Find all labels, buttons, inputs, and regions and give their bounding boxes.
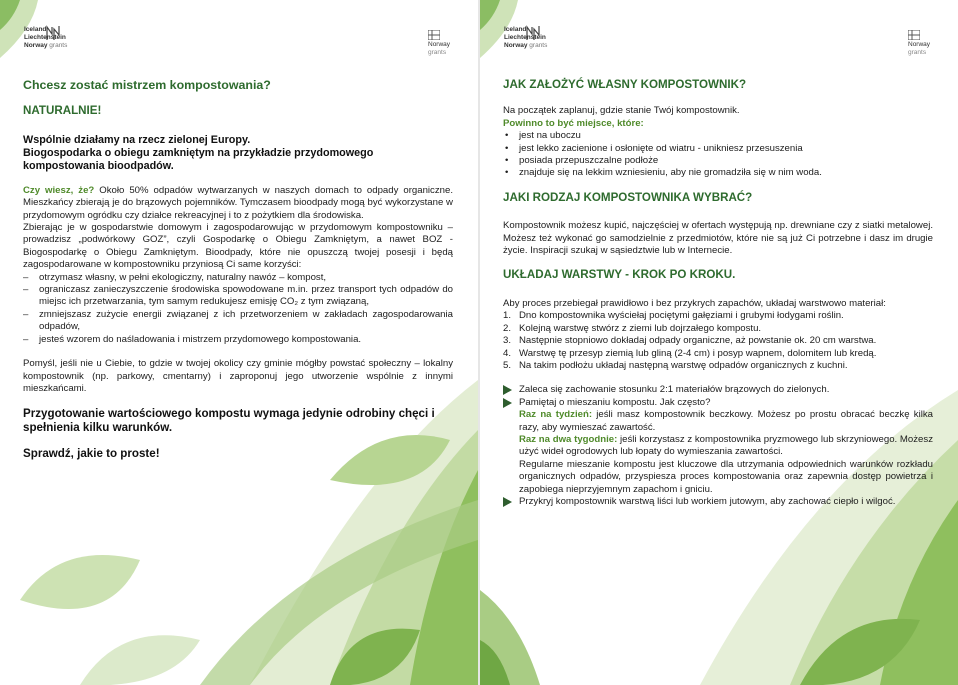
logo-grants-word: grants [529,42,548,49]
norway-logo-name: Norway [908,41,931,48]
logo-grants-word: grants [49,42,68,49]
list-item: – otrzymasz własny, w pełni ekologiczny, naturalny nawóz – kompost, [23,272,453,284]
logo-line-liechtenstein: Liechtenstein [24,34,66,41]
intro-line-1: Wspólnie działamy na rzecz zielonej Europy. [23,133,251,146]
left-page [0,0,478,685]
mixing-frequency-details [519,409,933,496]
mix-note-text: Regularne mieszanie kompostu jest kluczowe dla utrzymania odpowiednich warunków rozkładu organicznych odpadów, przyspiesza proces kompostowania oraz zapewnia dostęp powietrza i zapobiega nieprzyjemnym zapachom i gniciu. [519,458,933,495]
norway-flag-mark-icon [908,30,920,40]
norway-grants-logo-right [908,30,930,57]
norway-logo-grants-word: grants [908,49,927,56]
list-item: 2. Kolejną warstwę stwórz z ziemi lub dojrzałego kompostu. [503,322,762,334]
intro-line-2: Biogospodarka o obiegu zamkniętym na przykładzie przydomowego kompostowania bioodpadów. [23,146,374,172]
list-item: • posiada przepuszczalne podłoże [503,155,933,167]
list-item: • znajduje się na lekkim wzniesieniu, aby nie gromadziła się w nim woda. [503,167,933,179]
list-item: Pamiętaj o mieszaniu kompostu. Jak często? Raz na tydzień: jeśli masz kompostownik beczkowy. Możesz po prostu obracać beczkę kilka razy, aby wymieszać zawartość. Raz na dwa tygodnie: jeśli korzystasz z kompostownika pryzmowego lub skrzyniowego. Możesz użyć wideł ogrodowych lub łopaty do wymieszania zawartości. Regularne mieszanie kompostu jest kluczowe dla utrzymania odpowiednich warunków rozkładu organicznych odpadów, przyspiesza proces kompostowania oraz zapewnia dostęp powietrza i zapobiega nieprzyjemnym zapachom i gniciu. [503,397,933,496]
norway-logo-name: Norway [428,41,451,48]
list-item: 4. Warstwę tę przesyp ziemią lub gliną (2-4 cm) i posyp wapnem, dolomitem lub kredą. [503,347,877,359]
list-item: – jesteś wzorem do naśladowania i mistrzem przydomowego kompostowania. [23,334,453,346]
section-heading-setup: JAK ZAŁOŻYĆ WŁASNY KOMPOSTOWNIK? [503,78,747,91]
layers-intro-paragraph: Aby proces przebiegał prawidłowo i bez przykrych zapachów, układaj warstwowo materiał: [503,297,886,309]
list-item: Przykryj kompostownik warstwą liści lub workiem jutowym, aby zachować ciepło i wilgoć. [503,496,933,508]
tips-list [503,384,933,508]
norway-grants-logo [428,30,450,57]
mix-biweekly-text: Raz na dwa tygodnie: jeśli korzystasz z kompostownika pryzmowego lub skrzyniowego. Możesz użyć wideł ogrodowych lub łopaty do wymieszania zawartości. [519,433,933,458]
community-composter-paragraph: Pomyśl, jeśli nie u Ciebie, to gdzie w twojej okolicy czy gminie mógłby powstać społeczny – lokalny kompostownik (np. parkowy, cmentarny) i zaproponuj jego utworzenie wspólnie z innymi mieszkańcami. [23,358,453,394]
benefits-list [23,272,453,346]
left-content [23,79,453,473]
triangle-bullet-icon [503,398,512,408]
grants-logo-mark-icon [526,25,540,41]
place-requirements-label: Powinno to być miejsce, które: [503,117,644,129]
mix-weekly-text: Raz na tydzień: jeśli masz kompostownik beczkowy. Możesz po prostu obracać beczkę kilka razy, aby wymieszać zawartość. [519,409,933,433]
list-item: – ograniczasz zanieczyszczenie środowiska spowodowane m.in. przez transport tych odpadów do miejsc ich przetwarzania, tym samym redukujesz emisję CO₂ z tym związaną, [23,284,453,309]
composter-type-paragraph: Kompostownik możesz kupić, najczęściej w ofertach występują np. drewniane czy z siatki metalowej. Możesz też wykonać go samodzielnie z przedmiotów, które nie są już Ci potrzebne i dasz im drugie życie. Inspiracji szukaj w sąsiedztwie lub w Internecie. [503,220,933,257]
list-item: 3. Następnie stopniowo dokładaj odpady organiczne, aż powstanie ok. 20 cm warstwa. [503,335,877,347]
page-title: Chcesz zostać mistrzem kompostowania? [23,78,271,92]
list-item: Zaleca się zachowanie stosunku 2:1 materiałów brązowych do zielonych. [503,384,933,396]
triangle-bullet-icon [503,385,512,395]
list-item: – zmniejszasz zużycie energii związanej z ich przetworzeniem w zakładach zagospodarowania odpadów, [23,309,453,334]
logo-line-norway: Norway [24,42,48,49]
setup-intro-text: Na początek zaplanuj, gdzie stanie Twój kompostownik. [503,105,740,117]
did-you-know-label: Czy wiesz, że? [23,184,95,196]
intro-heading [23,134,453,173]
section-heading-type: JAKI RODZAJ KOMPOSTOWNIKA WYBRAĆ? [503,190,753,204]
right-page [480,0,958,685]
triangle-bullet-icon [503,497,512,507]
place-requirements-list [503,130,933,180]
right-content [503,79,933,508]
section-heading-layers: UKŁADAJ WARSTWY - KROK PO KROKU. [503,268,736,282]
logo-line-iceland: Iceland [24,26,47,33]
closing-statement: Przygotowanie wartościowego kompostu wymaga jedynie odrobiny chęci i spełnienia kilku warunków. [23,407,435,435]
list-item: 5. Na takim podłożu układaj następną warstwę odpadów organicznych z kuchni. [503,359,848,371]
grants-logo-mark-icon [46,25,60,41]
list-item: • jest lekko zacienione i osłonięte od wiatru - unikniesz przesuszenia [503,143,933,155]
benefits-intro-paragraph: Zbierając je w gospodarstwie domowym i zagospodarowując w przydomowym kompostowniku – prowadzisz „podwórkowy GOZ”, czyli Gospodarkę o Obiegu Zamkniętym, a nawet BOZ - Biogospodarkę o Obiegu Zamkniętym. Bioodpady, które nie opuszczą twojej posesji i będą zagospodarowane w kompostowniku przyniosą Ci same korzyści: [23,222,453,271]
norway-flag-mark-icon [428,30,440,40]
closing-call: Sprawdź, jakie to proste! [23,447,160,461]
list-item: • jest na uboczu [503,130,933,142]
list-item: 1. Dno kompostownika wyściełaj pociętymi gałęziami i grubymi łodygami roślin. [503,310,844,322]
norway-logo-grants-word: grants [428,49,447,56]
did-you-know-paragraph [23,185,453,222]
logo-line-norway: Norway [504,42,528,49]
iceland-liechtenstein-norway-grants-logo-right [504,26,547,50]
naturalnie-heading: NATURALNIE! [23,104,102,118]
logo-line-iceland: Iceland [504,26,527,33]
iceland-liechtenstein-norway-grants-logo [24,26,67,50]
layer-steps-list [503,310,933,372]
logo-line-liechtenstein: Liechtenstein [504,34,546,41]
did-you-know-text: Około 50% odpadów wytwarzanych w naszych domach to odpady organiczne. Mieszkańcy zbierają je do brązowych pojemników. Tymczasem bioodpady mogą być wykorzystane w przydomowym ogródku czy działce rekreacyjnej i to z pożytkiem dla środowiska. [23,184,453,221]
